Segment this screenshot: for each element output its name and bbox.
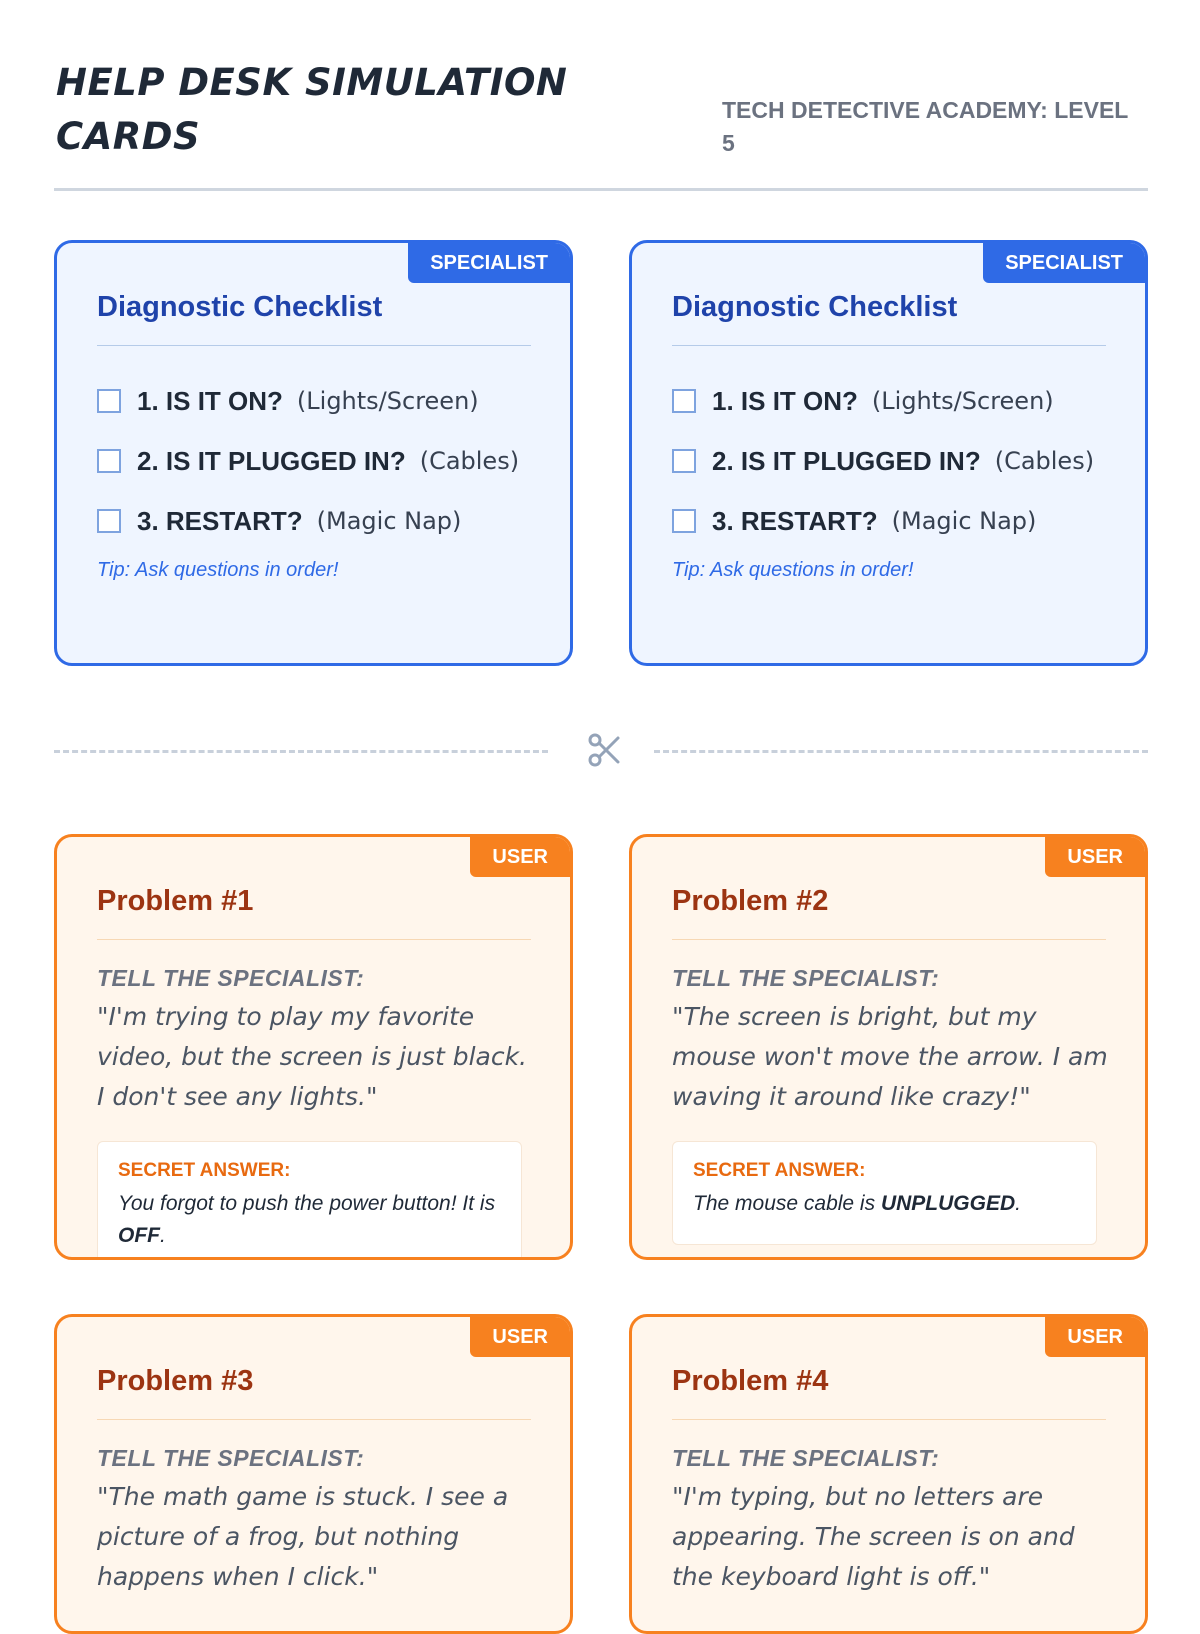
card-title: Problem #1 [97, 881, 531, 940]
problem-quote: "The math game is stuck. I see a picture of a frog, but nothing happens when I click." [97, 1482, 509, 1591]
checklist-item [672, 371, 1112, 431]
cut-line [54, 730, 1148, 770]
page-header [54, 52, 1148, 191]
checklist-question: 1. IS IT ON? [137, 385, 283, 416]
specialist-badge: SPECIALIST [983, 243, 1145, 283]
page-subtitle: TECH DETECTIVE ACADEMY: LEVEL 5 [722, 97, 1128, 156]
scissors-icon [584, 730, 624, 770]
tell-label: TELL THE SPECIALIST: [97, 1445, 365, 1471]
checkbox[interactable] [672, 509, 696, 533]
problem-quote: "The screen is bright, but my mouse won't move the arrow. I am waving it around like crazy!" [672, 1002, 1108, 1111]
dashed-divider [654, 750, 1148, 753]
dashed-divider [54, 750, 548, 753]
checkbox[interactable] [97, 449, 121, 473]
checkbox[interactable] [672, 389, 696, 413]
user-badge: USER [1045, 837, 1145, 877]
tip-text: Tip: Ask questions in order! [97, 559, 339, 581]
user-card [629, 834, 1148, 1260]
user-badge: USER [470, 1317, 570, 1357]
problem-quote: "I'm trying to play my favorite video, but the screen is just black. I don't see any lights." [97, 1002, 528, 1111]
user-card [54, 834, 573, 1260]
page-title: HELP DESK SIMULATION CARDS [56, 61, 568, 158]
specialist-badge: SPECIALIST [408, 243, 570, 283]
checklist-hint: (Lights/Screen) [871, 387, 1054, 415]
specialist-card [54, 240, 573, 666]
checklist-question: 3. RESTART? [712, 505, 878, 536]
secret-text: The mouse cable is UNPLUGGED. [693, 1192, 1021, 1215]
checklist-item [672, 431, 1112, 491]
card-title: Problem #2 [672, 881, 1106, 940]
checkbox[interactable] [97, 389, 121, 413]
card-title: Diagnostic Checklist [672, 287, 1106, 346]
secret-label: SECRET ANSWER: [118, 1160, 291, 1181]
card-title: Problem #4 [672, 1361, 1106, 1420]
user-card [629, 1314, 1148, 1634]
checklist-hint: (Cables) [419, 447, 520, 475]
checklist-question: 2. IS IT PLUGGED IN? [137, 445, 406, 476]
checklist-hint: (Lights/Screen) [296, 387, 479, 415]
checklist-question: 2. IS IT PLUGGED IN? [712, 445, 981, 476]
checklist-item [97, 491, 537, 551]
secret-answer [97, 1141, 522, 1260]
checklist-item [672, 491, 1112, 551]
specialist-card [629, 240, 1148, 666]
checklist-hint: (Magic Nap) [891, 507, 1037, 535]
checklist-hint: (Magic Nap) [316, 507, 462, 535]
card-title: Diagnostic Checklist [97, 287, 531, 346]
secret-text: You forgot to push the power button! It is OFF. [118, 1192, 496, 1247]
user-card [54, 1314, 573, 1634]
checklist-hint: (Cables) [994, 447, 1095, 475]
user-badge: USER [1045, 1317, 1145, 1357]
checklist-question: 1. IS IT ON? [712, 385, 858, 416]
checklist [672, 371, 1112, 551]
tip-text: Tip: Ask questions in order! [672, 559, 914, 581]
tell-label: TELL THE SPECIALIST: [97, 965, 365, 991]
checkbox[interactable] [672, 449, 696, 473]
secret-answer [672, 1141, 1097, 1245]
card-title: Problem #3 [97, 1361, 531, 1420]
checklist-item [97, 371, 537, 431]
tell-label: TELL THE SPECIALIST: [672, 965, 940, 991]
secret-label: SECRET ANSWER: [693, 1160, 866, 1181]
tell-label: TELL THE SPECIALIST: [672, 1445, 940, 1471]
checklist-item [97, 431, 537, 491]
checklist [97, 371, 537, 551]
checklist-question: 3. RESTART? [137, 505, 303, 536]
problem-quote: "I'm typing, but no letters are appearing. The screen is on and the keyboard light is off." [672, 1482, 1075, 1591]
user-badge: USER [470, 837, 570, 877]
checkbox[interactable] [97, 509, 121, 533]
